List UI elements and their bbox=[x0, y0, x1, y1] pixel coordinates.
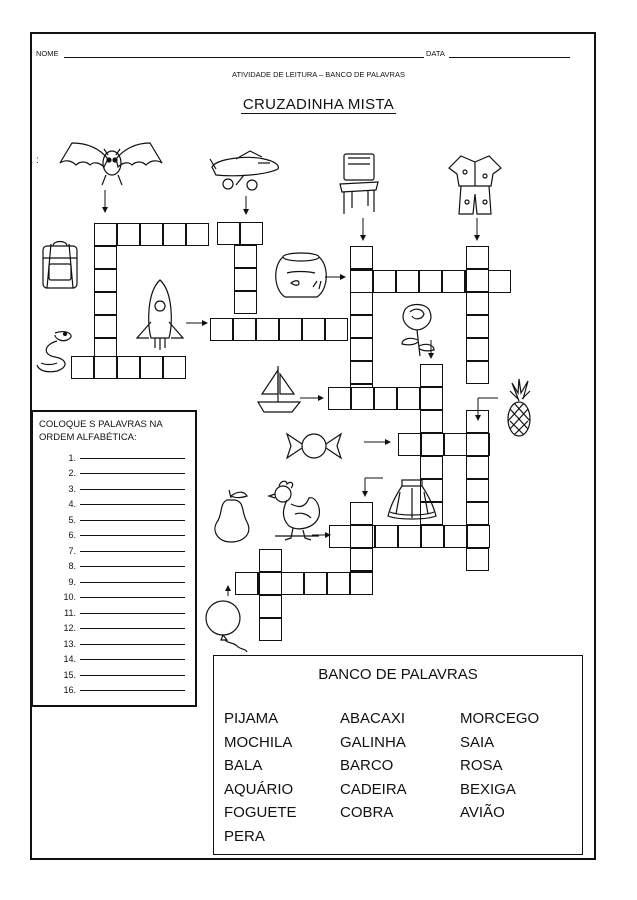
order-answer-line[interactable] bbox=[80, 504, 185, 505]
order-number: 13. bbox=[63, 638, 76, 649]
word-bank-item: COBRA bbox=[340, 804, 394, 821]
order-number: 6. bbox=[68, 530, 76, 540]
snake-icon bbox=[33, 325, 77, 377]
order-number: 5. bbox=[68, 514, 76, 525]
order-number: 3. bbox=[68, 483, 76, 494]
pajamas-icon bbox=[447, 152, 503, 218]
bat-icon bbox=[58, 137, 164, 189]
word-bank-item: ABACAXI bbox=[340, 710, 406, 727]
candy-icon bbox=[283, 430, 345, 462]
order-answer-line[interactable] bbox=[80, 644, 185, 645]
order-number: 9. bbox=[68, 576, 76, 587]
word-bank-item: FOGUETE bbox=[224, 804, 297, 821]
order-row bbox=[39, 494, 189, 510]
backpack-icon bbox=[37, 238, 81, 292]
rocket-icon bbox=[133, 278, 187, 352]
word-bank-item: SAIA bbox=[460, 733, 495, 751]
order-answer-line[interactable] bbox=[80, 690, 185, 691]
order-row bbox=[39, 587, 189, 603]
order-row bbox=[39, 602, 189, 618]
page-title: CRUZADINHA MISTA bbox=[242, 96, 395, 113]
word-bank-item: MORCEGO bbox=[460, 710, 540, 727]
boat-icon bbox=[256, 364, 302, 416]
order-list bbox=[39, 447, 189, 695]
order-number: 1. bbox=[68, 452, 76, 463]
word-bank-item: BALA bbox=[224, 757, 263, 774]
name-label: NOME bbox=[36, 49, 59, 58]
word-bank-item: BEXIGA bbox=[460, 780, 516, 798]
hen-icon bbox=[265, 478, 323, 542]
word-bank-item: AVIÃO bbox=[460, 804, 505, 821]
pineapple-icon bbox=[498, 377, 540, 439]
pear-icon bbox=[209, 488, 255, 544]
skirt-icon bbox=[386, 478, 438, 522]
order-answer-line[interactable] bbox=[80, 520, 185, 521]
order-row bbox=[39, 525, 189, 541]
word-bank-item: PERA bbox=[224, 827, 265, 845]
order-answer-line[interactable] bbox=[80, 613, 185, 614]
order-instructions: COLOQUE S PALAVRAS NA ORDEM ALFABÉTICA: bbox=[39, 419, 163, 443]
order-answer-line[interactable] bbox=[80, 473, 185, 474]
word-bank-item: PIJAMA bbox=[224, 710, 279, 727]
date-label: DATA bbox=[426, 49, 445, 58]
word-bank-item: CADEIRA bbox=[340, 780, 407, 798]
order-row bbox=[39, 478, 189, 494]
order-number: 8. bbox=[68, 561, 76, 571]
order-answer-line[interactable] bbox=[80, 551, 185, 552]
fishbowl-icon bbox=[273, 251, 329, 303]
order-number: 4. bbox=[68, 499, 76, 509]
order-answer-line[interactable] bbox=[80, 628, 185, 629]
word-bank-item: ROSA bbox=[460, 757, 503, 774]
order-row bbox=[39, 664, 189, 680]
word-bank bbox=[213, 655, 583, 855]
order-row bbox=[39, 571, 189, 587]
order-number: 15. bbox=[63, 669, 76, 680]
order-answer-line[interactable] bbox=[80, 458, 185, 459]
order-row bbox=[39, 556, 189, 572]
rose-icon bbox=[394, 300, 440, 358]
word-bank-title: BANCO DE PALAVRAS bbox=[318, 666, 478, 683]
order-answer-line[interactable] bbox=[80, 659, 185, 660]
order-row bbox=[39, 649, 189, 665]
alphabetical-order-box bbox=[31, 410, 197, 707]
order-answer-line[interactable] bbox=[80, 566, 185, 567]
order-row bbox=[39, 633, 189, 649]
order-row bbox=[39, 463, 189, 479]
order-answer-line[interactable] bbox=[80, 582, 185, 583]
word-bank-item: MOCHILA bbox=[224, 733, 293, 751]
order-row bbox=[39, 509, 189, 525]
order-answer-line[interactable] bbox=[80, 597, 185, 598]
order-number: 16. bbox=[63, 685, 76, 695]
order-answer-line[interactable] bbox=[80, 535, 185, 536]
side-mark: : bbox=[36, 155, 39, 166]
airplane-icon bbox=[206, 147, 284, 193]
order-number: 12. bbox=[63, 623, 76, 633]
order-answer-line[interactable] bbox=[80, 675, 185, 676]
subtitle: ATIVIDADE DE LEITURA – BANCO DE PALAVRAS bbox=[232, 70, 405, 79]
chair-icon bbox=[338, 152, 380, 218]
order-number: 10. bbox=[63, 592, 76, 602]
order-number: 2. bbox=[68, 468, 76, 478]
order-row bbox=[39, 680, 189, 696]
word-bank-item: GALINHA bbox=[340, 733, 406, 751]
order-row bbox=[39, 540, 189, 556]
order-number: 14. bbox=[63, 654, 76, 664]
order-number: 7. bbox=[68, 545, 76, 556]
word-bank-item: BARCO bbox=[340, 757, 394, 774]
order-row bbox=[39, 447, 189, 463]
order-row bbox=[39, 618, 189, 634]
word-bank-item: AQUÁRIO bbox=[224, 780, 294, 798]
order-number: 11. bbox=[64, 607, 76, 618]
order-answer-line[interactable] bbox=[80, 489, 185, 490]
balloon-icon bbox=[203, 596, 249, 656]
